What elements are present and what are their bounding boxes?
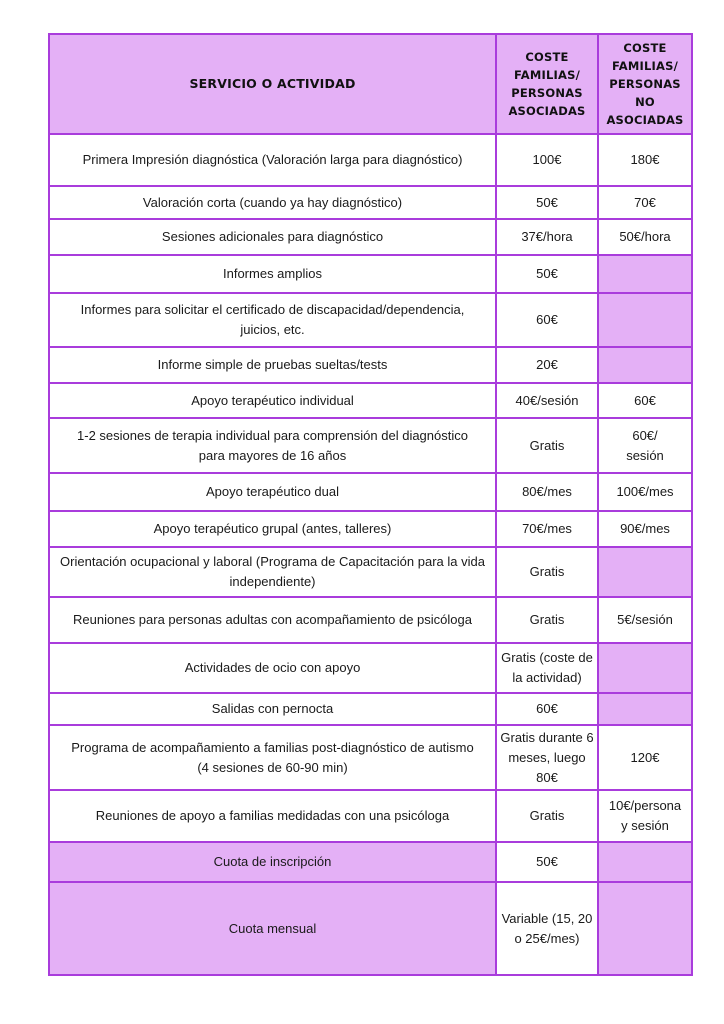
- cost-associated-cell: Gratis (coste de la actividad): [496, 643, 598, 693]
- table-row: [49, 882, 692, 975]
- header-row: [49, 34, 692, 134]
- table-row: [49, 418, 692, 473]
- cost-associated-cell: 20€: [496, 347, 598, 383]
- cost-non-associated-cell: 120€: [598, 725, 692, 790]
- service-cell: Salidas con pernocta: [49, 693, 496, 725]
- cost-non-associated-cell: 10€/persona y sesión: [598, 790, 692, 842]
- cost-non-associated-cell-empty: [598, 547, 692, 597]
- cost-associated-cell: 50€: [496, 186, 598, 219]
- cost-associated-cell: Variable (15, 20 o 25€/mes): [496, 882, 598, 975]
- service-cell: Sesiones adicionales para diagnóstico: [49, 219, 496, 255]
- table-row: [49, 547, 692, 597]
- table-row: [49, 693, 692, 725]
- table-row: [49, 643, 692, 693]
- service-cell: Apoyo terapéutico grupal (antes, talleres): [49, 511, 496, 547]
- cost-non-associated-cell: 100€/mes: [598, 473, 692, 511]
- service-cell: Programa de acompañamiento a familias post-diagnóstico de autismo (4 sesiones de 60-90 min): [49, 725, 496, 790]
- table-row: [49, 255, 692, 293]
- cost-non-associated-cell: 5€/sesión: [598, 597, 692, 643]
- cost-associated-cell: Gratis: [496, 547, 598, 597]
- cost-non-associated-cell-empty: [598, 255, 692, 293]
- header-cost-non-associated: COSTE FAMILIAS/ PERSONAS NO ASOCIADAS: [598, 34, 692, 134]
- service-cell: Reuniones para personas adultas con acompañamiento de psicóloga: [49, 597, 496, 643]
- cost-associated-cell: Gratis: [496, 790, 598, 842]
- cost-non-associated-cell: 60€: [598, 383, 692, 418]
- service-cell: Apoyo terapéutico individual: [49, 383, 496, 418]
- table-row: [49, 597, 692, 643]
- service-cell: Informes amplios: [49, 255, 496, 293]
- service-cell: Cuota de inscripción: [49, 842, 496, 882]
- cost-non-associated-cell-empty: [598, 882, 692, 975]
- cost-non-associated-cell-empty: [598, 643, 692, 693]
- service-cell: Primera Impresión diagnóstica (Valoración larga para diagnóstico): [49, 134, 496, 186]
- service-cell: Informe simple de pruebas sueltas/tests: [49, 347, 496, 383]
- table-row: [49, 725, 692, 790]
- table-row: [49, 347, 692, 383]
- header-service: SERVICIO O ACTIVIDAD: [49, 34, 496, 134]
- table-row: [49, 219, 692, 255]
- table-row: [49, 186, 692, 219]
- service-cell: Informes para solicitar el certificado de discapacidad/dependencia, juicios, etc.: [49, 293, 496, 347]
- table-row: [49, 473, 692, 511]
- service-cell: Cuota mensual: [49, 882, 496, 975]
- table-row: [49, 134, 692, 186]
- table-row: [49, 293, 692, 347]
- cost-associated-cell: 37€/hora: [496, 219, 598, 255]
- price-table: [48, 33, 693, 976]
- cost-non-associated-cell: 180€: [598, 134, 692, 186]
- cost-associated-cell: Gratis durante 6 meses, luego 80€: [496, 725, 598, 790]
- cost-associated-cell: Gratis: [496, 418, 598, 473]
- service-cell: Valoración corta (cuando ya hay diagnóstico): [49, 186, 496, 219]
- cost-associated-cell: 80€/mes: [496, 473, 598, 511]
- service-cell: Apoyo terapéutico dual: [49, 473, 496, 511]
- service-cell: Orientación ocupacional y laboral (Programa de Capacitación para la vida independiente): [49, 547, 496, 597]
- cost-non-associated-cell-empty: [598, 293, 692, 347]
- cost-associated-cell: Gratis: [496, 597, 598, 643]
- cost-non-associated-cell-empty: [598, 693, 692, 725]
- cost-non-associated-cell-empty: [598, 347, 692, 383]
- service-cell: Actividades de ocio con apoyo: [49, 643, 496, 693]
- table-row: [49, 511, 692, 547]
- cost-non-associated-cell: 90€/mes: [598, 511, 692, 547]
- header-cost-associated: COSTE FAMILIAS/ PERSONAS ASOCIADAS: [496, 34, 598, 134]
- cost-associated-cell: 50€: [496, 255, 598, 293]
- cost-associated-cell: 70€/mes: [496, 511, 598, 547]
- table-row: [49, 842, 692, 882]
- table-row: [49, 383, 692, 418]
- cost-non-associated-cell: 60€/ sesión: [598, 418, 692, 473]
- cost-associated-cell: 60€: [496, 693, 598, 725]
- cost-non-associated-cell-empty: [598, 842, 692, 882]
- table-row: [49, 790, 692, 842]
- cost-non-associated-cell: 70€: [598, 186, 692, 219]
- cost-associated-cell: 100€: [496, 134, 598, 186]
- cost-associated-cell: 60€: [496, 293, 598, 347]
- cost-associated-cell: 50€: [496, 842, 598, 882]
- service-cell: 1-2 sesiones de terapia individual para comprensión del diagnóstico para mayores de 16 años: [49, 418, 496, 473]
- cost-non-associated-cell: 50€/hora: [598, 219, 692, 255]
- cost-associated-cell: 40€/sesión: [496, 383, 598, 418]
- service-cell: Reuniones de apoyo a familias medidadas con una psicóloga: [49, 790, 496, 842]
